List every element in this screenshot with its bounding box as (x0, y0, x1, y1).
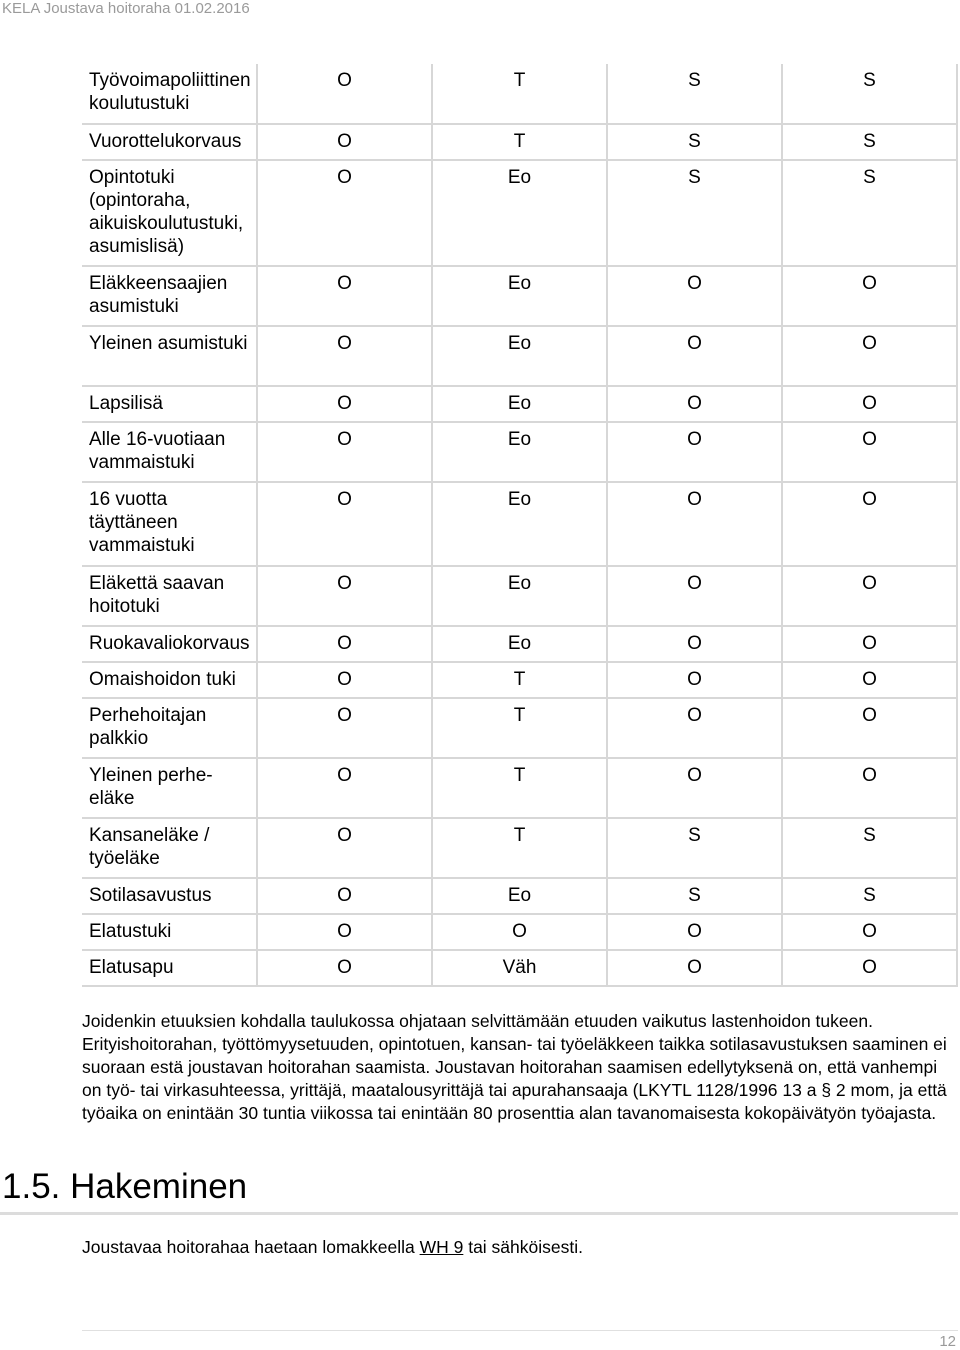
table-cell-c3: S (607, 124, 782, 160)
table-row (82, 566, 957, 626)
table-cell-c1: O (257, 124, 432, 160)
table-cell-c2: Eo (432, 160, 607, 266)
table-cell-c1: O (257, 758, 432, 818)
table-cell-c1: O (257, 482, 432, 566)
table-cell-c1: O (257, 698, 432, 758)
table-cell-c3: O (607, 326, 782, 386)
table-cell-c2: Eo (432, 566, 607, 626)
benefit-name: Yleinen asumistuki (82, 326, 257, 386)
table-cell-c2: Eo (432, 878, 607, 914)
table-cell-c4: O (782, 326, 957, 386)
table-cell-c2: Väh (432, 950, 607, 986)
form-link-wh9[interactable]: WH 9 (419, 1237, 464, 1257)
table-cell-c1: O (257, 626, 432, 662)
table-cell-c1: O (257, 266, 432, 326)
table-cell-c3: O (607, 266, 782, 326)
table-cell-c2: Eo (432, 326, 607, 386)
table-cell-c4: O (782, 662, 957, 698)
benefit-name: Eläkettä saavan hoitotuki (82, 566, 257, 626)
table-row (82, 878, 957, 914)
table-cell-c4: O (782, 698, 957, 758)
table-cell-c4: S (782, 64, 957, 124)
table-cell-c3: O (607, 422, 782, 482)
table-cell-c4: O (782, 422, 957, 482)
table-cell-c2: T (432, 758, 607, 818)
benefit-name: Lapsilisä (82, 386, 257, 422)
table-cell-c4: O (782, 758, 957, 818)
table-cell-c1: O (257, 914, 432, 950)
benefit-name: Vuorottelukorvaus (82, 124, 257, 160)
table-cell-c3: S (607, 878, 782, 914)
table-cell-c1: O (257, 326, 432, 386)
benefit-name: Opintotuki (opintoraha, aikuiskoulutustuki, asumislisä) (82, 160, 257, 266)
table-cell-c2: T (432, 698, 607, 758)
table-row (82, 662, 957, 698)
table-cell-c1: O (257, 566, 432, 626)
table-cell-c3: O (607, 914, 782, 950)
table-cell-c3: O (607, 698, 782, 758)
table-cell-c4: O (782, 386, 957, 422)
table-cell-c3: S (607, 160, 782, 266)
table-cell-c2: Eo (432, 386, 607, 422)
table-cell-c3: O (607, 626, 782, 662)
table-cell-c4: O (782, 914, 957, 950)
table-cell-c2: Eo (432, 482, 607, 566)
table-cell-c4: S (782, 818, 957, 878)
table-cell-c3: O (607, 482, 782, 566)
table-cell-c1: O (257, 818, 432, 878)
table-cell-c1: O (257, 160, 432, 266)
benefit-name: Työvoimapoliittinen koulutustuki (82, 64, 257, 124)
table-row (82, 818, 957, 878)
benefit-name: Eläkkeensaajien asumistuki (82, 266, 257, 326)
benefit-name: Elatustuki (82, 914, 257, 950)
benefit-name: Omaishoidon tuki (82, 662, 257, 698)
table-cell-c3: O (607, 758, 782, 818)
footer-divider (82, 1330, 958, 1331)
benefit-name: Alle 16-vuotiaan vammaistuki (82, 422, 257, 482)
table-row (82, 124, 957, 160)
table-cell-c3: O (607, 950, 782, 986)
table-cell-c2: Eo (432, 422, 607, 482)
table-cell-c4: O (782, 950, 957, 986)
table-cell-c3: O (607, 566, 782, 626)
table-row (82, 160, 957, 266)
table-cell-c2: T (432, 662, 607, 698)
table-cell-c4: S (782, 124, 957, 160)
application-text-after: tai sähköisesti. (463, 1237, 583, 1257)
page-number: 12 (939, 1333, 956, 1350)
table-cell-c1: O (257, 662, 432, 698)
table-row (82, 758, 957, 818)
table-cell-c2: T (432, 64, 607, 124)
table-row (82, 626, 957, 662)
table-row (82, 950, 957, 986)
table-cell-c4: O (782, 566, 957, 626)
table-cell-c2: Eo (432, 626, 607, 662)
table-row (82, 64, 957, 124)
application-text (82, 1236, 583, 1259)
section-divider (0, 1212, 958, 1215)
table-cell-c3: S (607, 818, 782, 878)
table-cell-c1: O (257, 422, 432, 482)
table-cell-c2: Eo (432, 266, 607, 326)
benefit-name: Ruokavaliokorvaus (82, 626, 257, 662)
table-row (82, 482, 957, 566)
table-cell-c2: T (432, 124, 607, 160)
table-cell-c4: O (782, 626, 957, 662)
table-row (82, 386, 957, 422)
benefit-name: Kansaneläke / työeläke (82, 818, 257, 878)
benefit-name: Sotilasavustus (82, 878, 257, 914)
table-cell-c1: O (257, 878, 432, 914)
application-text-before: Joustavaa hoitorahaa haetaan lomakkeella (82, 1237, 420, 1257)
table-note: Joidenkin etuuksien kohdalla taulukossa ohjataan selvittämään etuuden vaikutus lastenhoidon tukeen. Erityishoitorahan, työttömyysetuuden, opintotuen, kansan- tai työeläkkeen taikka sotilasavustuksen saaminen ei suoraan estä joustavan hoitorahan saamista. Joustavan hoitorahan saamisen edellytyksenä on, että vanhempi on työ- tai virkasuhteessa, yrittäjä, maatalousyrittäjä tai apurahansaaja (LKYTL 1128/1996 13 a § 2 mom, ja että työaika on enintään 30 tuntia viikossa tai enintään 80 prosenttia alan tavanomaisesta kokopäivätyön työajasta. (82, 1011, 947, 1123)
table-cell-c2: O (432, 914, 607, 950)
document-header: KELA Joustava hoitoraha 01.02.2016 (2, 0, 250, 17)
table-row (82, 422, 957, 482)
table-cell-c3: O (607, 386, 782, 422)
table-cell-c4: S (782, 878, 957, 914)
table-row (82, 326, 957, 386)
table-row (82, 698, 957, 758)
table-cell-c1: O (257, 950, 432, 986)
table-cell-c1: O (257, 386, 432, 422)
benefits-table (82, 64, 958, 987)
benefit-name: Perhehoitajan palkkio (82, 698, 257, 758)
table-cell-c3: O (607, 662, 782, 698)
benefit-name: Yleinen perhe-eläke (82, 758, 257, 818)
table-cell-c3: S (607, 64, 782, 124)
table-cell-c4: O (782, 482, 957, 566)
table-cell-c2: T (432, 818, 607, 878)
table-cell-c4: O (782, 266, 957, 326)
section-heading: 1.5. Hakeminen (2, 1167, 248, 1206)
table-row (82, 914, 957, 950)
benefit-name: 16 vuotta täyttäneen vammaistuki (82, 482, 257, 566)
table-cell-c4: S (782, 160, 957, 266)
table-row (82, 266, 957, 326)
table-cell-c1: O (257, 64, 432, 124)
benefit-name: Elatusapu (82, 950, 257, 986)
